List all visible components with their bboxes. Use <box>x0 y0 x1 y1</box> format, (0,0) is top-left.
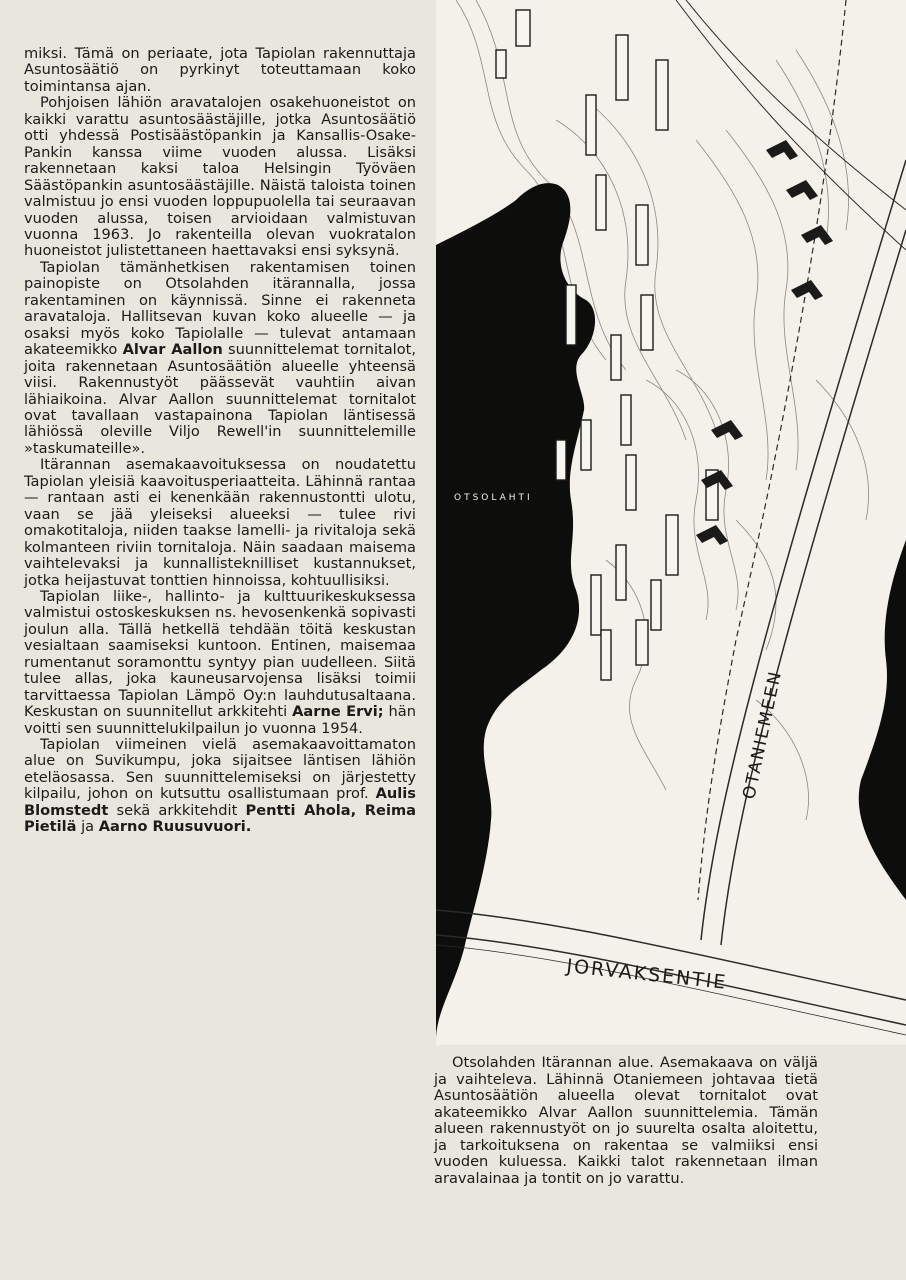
paragraph-3 <box>24 260 416 457</box>
paragraph-5-text-a: Tapiolan liike-, hallinto- ja kulttuurikeskuksessa valmistui ostoskeskuksen ns. hevosenkenkä sopivasti joulun alla. Tällä hetkellä tehdään töitä keskustan vesialtaan saamiseksi kuntoon. Entinen, maisemaa rumentanut soramonttu syntyy pian uudelleen. Siitä tulee allas, joka kauneusarvojensa lisäksi toimii tarvittaessa Tapiolan Lämpö Oy:n lauhdutusaltaana. Keskustan on suunnitellut arkkitehti <box>24 587 416 721</box>
paragraph-3-text-b: suunnittelemat tornitalot, joita rakennetaan Asuntosäätiön alueelle yhteensä viisi. Rakennustyöt päässevät vauhtiin aivan lähiaikoina. Alvar Aallon suunnittelemat tornitalot ovat tavallaan vastapainona Tapiolan läntisessä lähiössä oleville Viljo Rewell'in suunnittelemille »taskumateille». <box>24 341 417 457</box>
paragraph-2: Pohjoisen lähiön aravatalojen osakehuoneistot on kaikki varattu asuntosäästäjille, jotka Asuntosäätiö otti yhdessä Postisäästöpankin ja Kansallis-Osake-Pankin kanssa viime vuoden alussa. Lisäksi rakennetaan kaksi taloa Helsingin Työväen Säästöpankin asuntosäästäjille. Näistä taloista toinen valmistuu jo ensi vuoden loppupuolella tai seuraavan vuoden alussa, toisen arvioidaan valmistuvan vuonna 1963. Jo rakenteilla olevan vuokratalon huoneistot julistettaneen haettavaksi ensi syksynä. <box>24 94 416 260</box>
architect-name-ervi: Aarne Ervi; <box>292 703 384 721</box>
caption-text: Otsolahden Itärannan alue. Asemakaava on väljä ja vaihteleva. Lähinnä Otaniemeen johtavaa tietä Asuntosäätiön alueella olevat tornitalot ovat akateemikko Alvar Aallon suunnittelemia. Tämän alueen rakennustyöt on jo suurelta osalta aloitettu, ja tarkoituksena on rakentaa se valmiiksi ensi vuoden kuluessa. Kaikki talot rakennetaan ilman aravalainaa ja tontit on jo varattu. <box>434 1054 818 1187</box>
paragraph-3-text-a: Tapiolan tämänhetkisen rakentamisen toinen painopiste on Otsolahden itärannalla, jossa rakentaminen on käynnissä. Sinne ei rakenneta aravataloja. Hallitsevan kuvan koko alueelle — ja osaksi myös koko Tapiolalle — tulevat antamaan akateemikko <box>24 258 416 359</box>
paragraph-5 <box>24 589 416 737</box>
paragraph-4: Itärannan asemakaavoituksessa on noudatettu Tapiolan yleisiä kaavoitusperiaatteita. Lähinnä rantaa — rantaan asti ei kenenkään rakennustontti ulotu, vaan se jää yleiseksi alueeksi — tulee rivi omakotitaloja, niiden taakse lamelli- ja rivitaloja sekä kolmanteen riviin tornitaloja. Näin saadaan maisema vaihtelevaksi ja kunnallisteknilliset kustannukset, jotka heijastuvat tonttien hinnoissa, kohtuullisiksi. <box>24 456 416 589</box>
site-plan-map <box>436 0 906 1045</box>
architect-names-ahola-pietila: Pentti Ahola, Reima Pietilä <box>24 801 416 836</box>
article-text <box>24 46 416 836</box>
label-jorvaksentie: JORVAKSENTIE <box>565 955 729 994</box>
label-otaniemeen: OTANIEMEEN <box>739 668 787 802</box>
paragraph-5-text-b: hän voitti sen suunnittelukilpailun jo vuonna 1954. <box>24 703 416 737</box>
architect-name-aalto: Alvar Aallon <box>122 341 223 359</box>
paragraph-6-text-c: ja <box>76 818 99 836</box>
map-caption <box>434 1055 818 1187</box>
label-otsolahti: OTSOLAHTI <box>454 493 533 503</box>
paragraph-6 <box>24 737 416 836</box>
architect-name-ruusuvuori: Aarno Ruusuvuori. <box>98 818 252 836</box>
paragraph-6-text-b: sekä arkkitehdit <box>108 801 246 819</box>
architect-name-blomstedt: Aulis Blomstedt <box>24 785 416 819</box>
paragraph-6-text-a: Tapiolan viimeinen vielä asemakaavoittamaton alue on Suvikumpu, joka sijaitsee läntisen lähiön eteläosassa. Sen suunnittelemiseksi on järjestetty kilpailu, johon on kutsuttu osallistumaan prof. <box>24 736 416 803</box>
paragraph-1: miksi. Tämä on periaate, jota Tapiolan rakennuttaja Asuntosäätiö on pyrkinyt toteuttamaan koko toimintansa ajan. <box>24 45 416 95</box>
site-plan-drawing <box>436 0 906 1045</box>
